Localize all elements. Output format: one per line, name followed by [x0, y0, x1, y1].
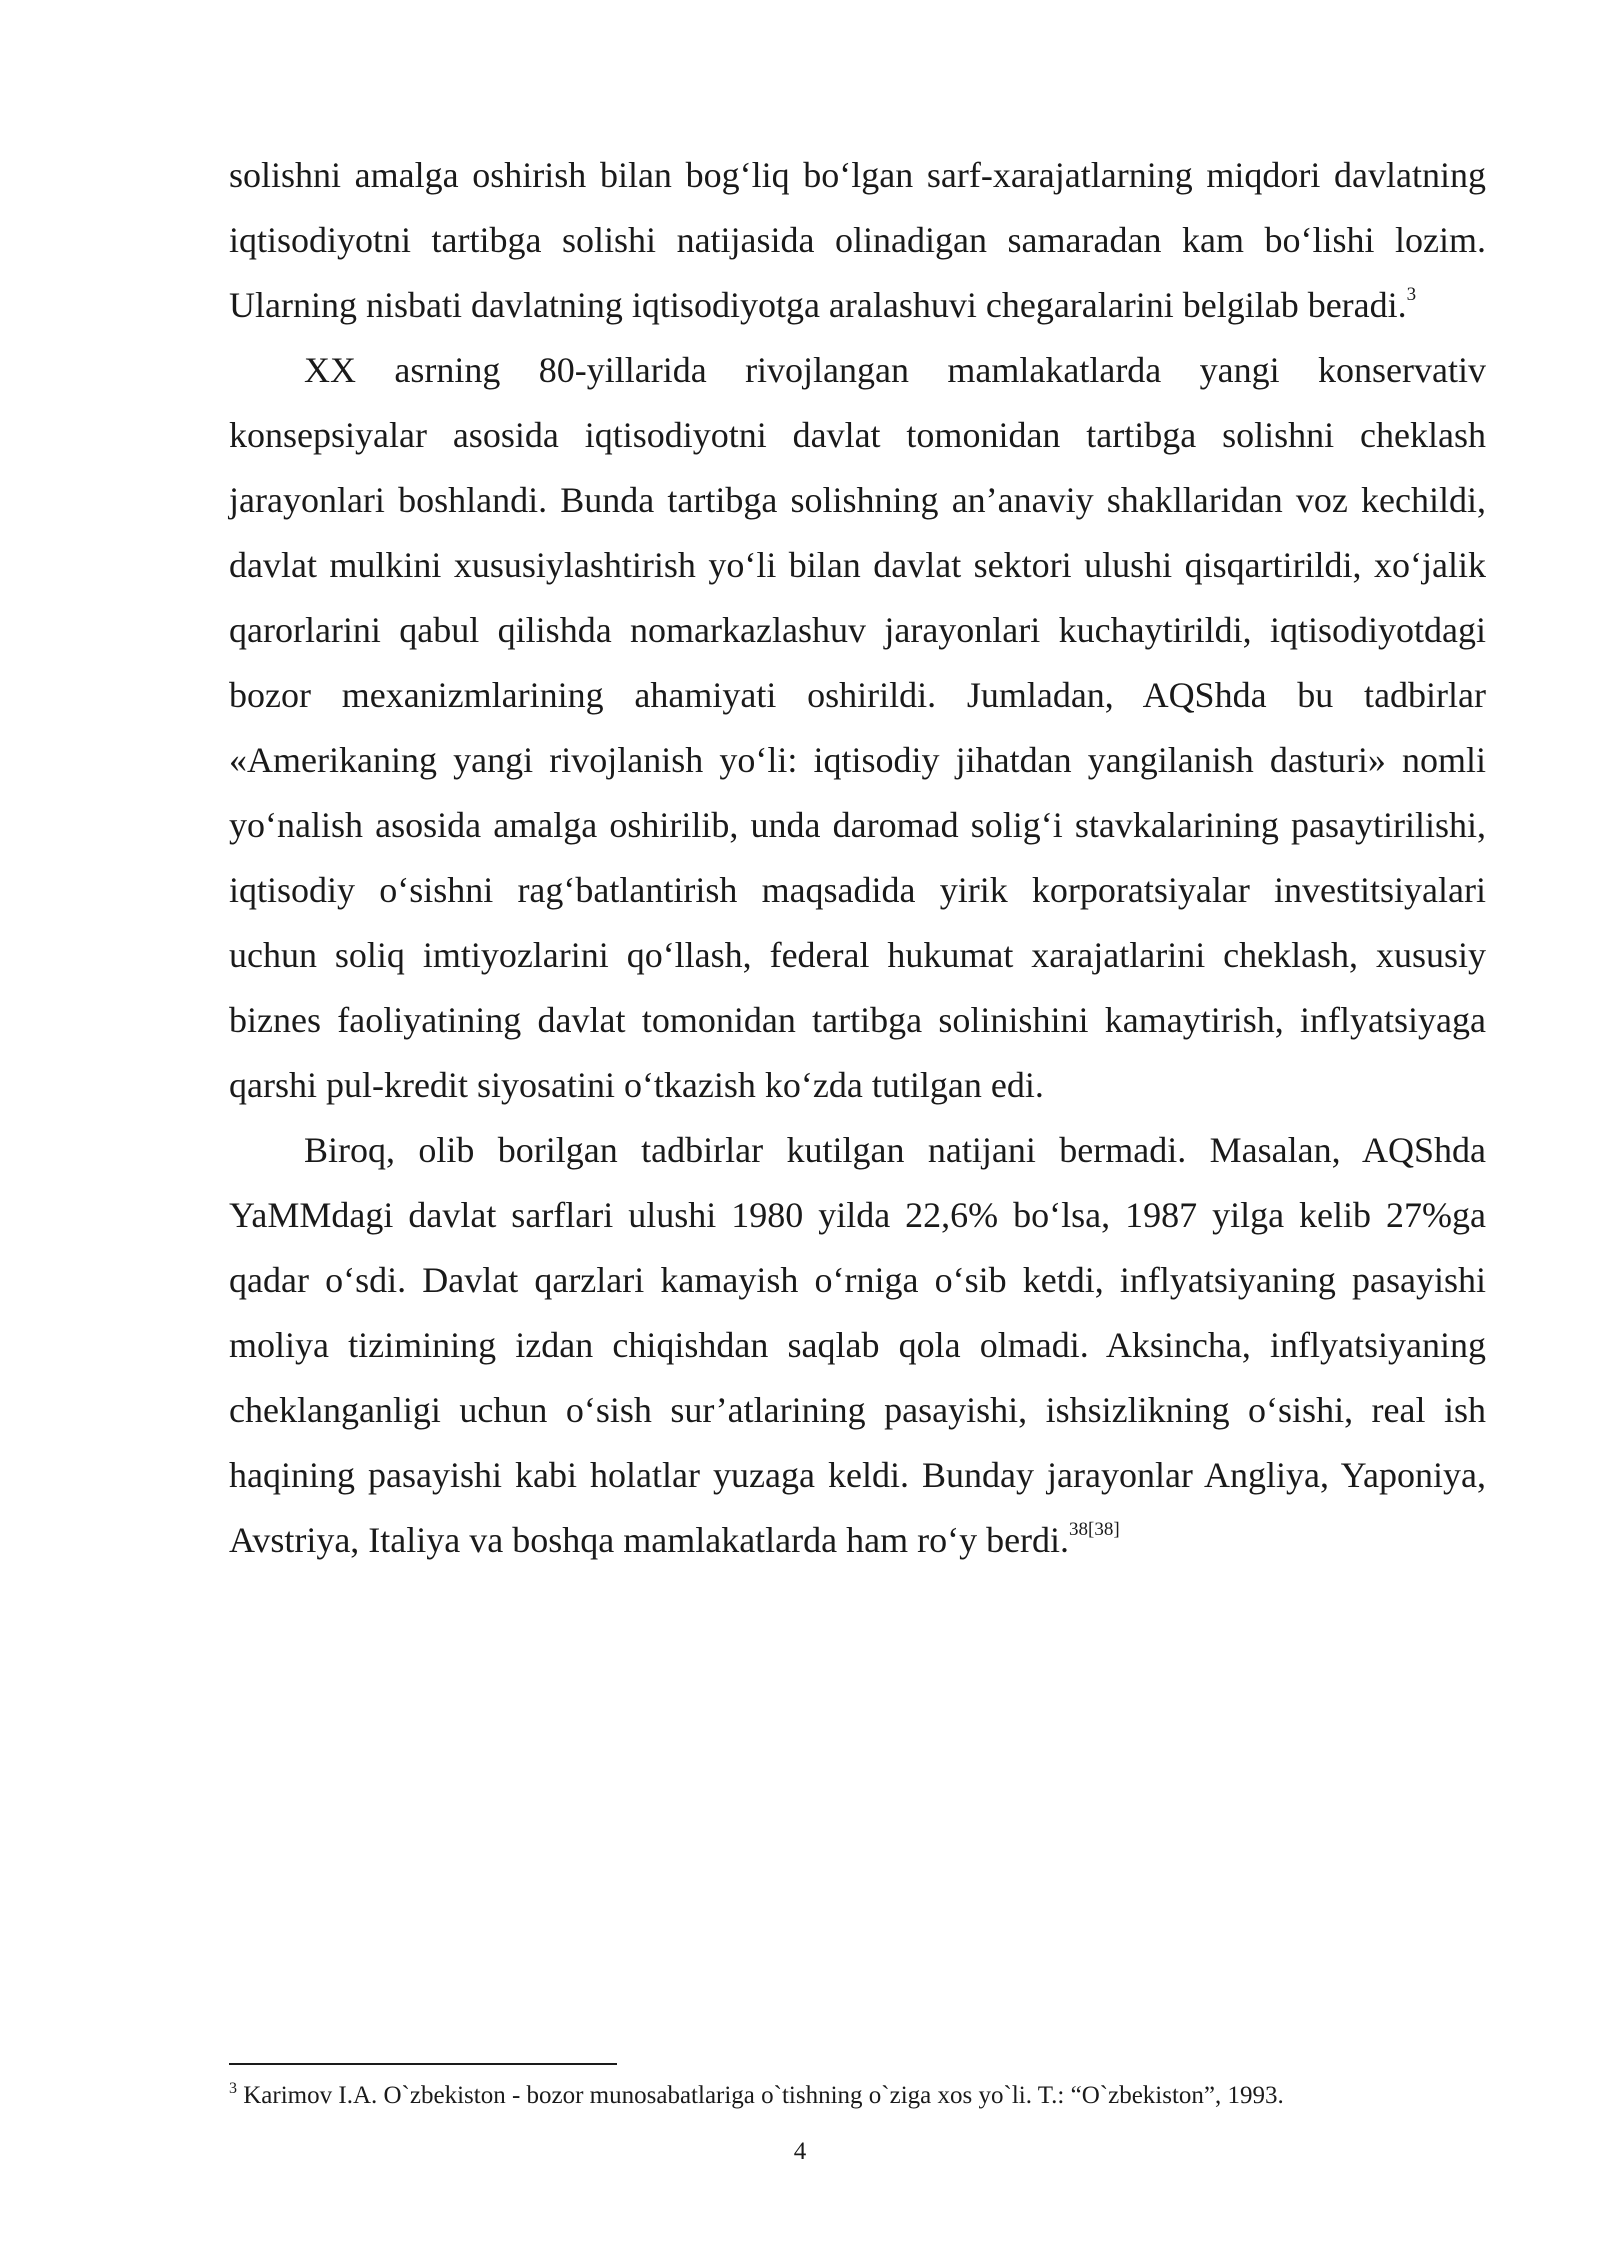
paragraph-2-text: XX asrning 80-yillarida rivojlangan mamlakatlarda yangi konservativ konsepsiyalar asosida iqtisodiyotni davlat tomonidan tartibga solishni cheklash jarayonlari boshlandi. Bunda tartibga solishning an’anaviy shakllaridan voz kechildi, davlat mulkini xususiylashtirish yo‘li bilan davlat sektori ulushi qisqartirildi, xo‘jalik qarorlarini qabul qilishda nomarkazlashuv jarayonlari kuchaytirildi, iqtisodiyotdagi bozor mexanizmlarining ahamiyati oshirildi. Jumladan, AQShda bu tadbirlar «Amerikaning yangi rivojlanish yo‘li: iqtisodiy jihatdan yangilanish dasturi» nomli yo‘nalish asosida amalga oshirilib, unda daromad solig‘i stavkalarining pasaytirilishi, iqtisodiy o‘sishni rag‘batlantirish maqsadida yirik korporatsiyalar investitsiyalari uchun soliq imtiyozlarini qo‘llash, federal hukumat xarajatlarini cheklash, xususiy biznes faoliyatining davlat tomonidan tartibga solinishini kamaytirish, inflyatsiyaga qarshi pul-kredit siyosatini o‘tkazish ko‘zda tutilgan edi.: [229, 350, 1486, 1105]
body-text: [229, 143, 1486, 1573]
paragraph-1-text: solishni amalga oshirish bilan bog‘liq bo‘lgan sarf-xarajatlarning miqdori davlatning iqtisodiyotni tartibga solishi natijasida olinadigan samaradan kam bo‘lishi lozim. Ularning nisbati davlatning iqtisodiyotga aralashuvi chegaralarini belgilab beradi.: [229, 155, 1486, 325]
page-number: 4: [793, 2138, 807, 2165]
paragraph-1: [229, 143, 1486, 338]
footnote-text: Karimov I.A. O`zbekiston - bozor munosabatlariga o`tishning o`ziga xos yo`li. T.: “O`zbekiston”, 1993.: [237, 2082, 1284, 2109]
footnote-reference[interactable]: 3: [1406, 284, 1417, 305]
paragraph-3-text: Biroq, olib borilgan tadbirlar kutilgan natijani bermadi. Masalan, AQShda YaMMdagi davlat sarflari ulushi 1980 yilda 22,6% bo‘lsa, 1987 yilga kelib 27%ga qadar o‘sdi. Davlat qarzlari kamayish o‘rniga o‘sib ketdi, inflyatsiyaning pasayishi moliya tizimining izdan chiqishdan saqlab qola olmadi. Aksincha, inflyatsiyaning cheklanganligi uchun o‘sish sur’atlarining pasayishi, ishsizlikning o‘sishi, real ish haqining pasayishi kabi holatlar yuzaga keldi. Bunday jarayonlar Angliya, Yaponiya, Avstriya, Italiya va boshqa mamlakatlarda ham ro‘y berdi.: [229, 1130, 1486, 1560]
endnote-reference[interactable]: 38[38]: [1069, 1519, 1120, 1540]
footnote-marker: 3: [229, 2080, 237, 2097]
footnote: [229, 2079, 1489, 2113]
paragraph-3: [229, 1118, 1486, 1573]
paragraph-2: [229, 338, 1486, 1118]
footnote-separator: [229, 2063, 617, 2065]
